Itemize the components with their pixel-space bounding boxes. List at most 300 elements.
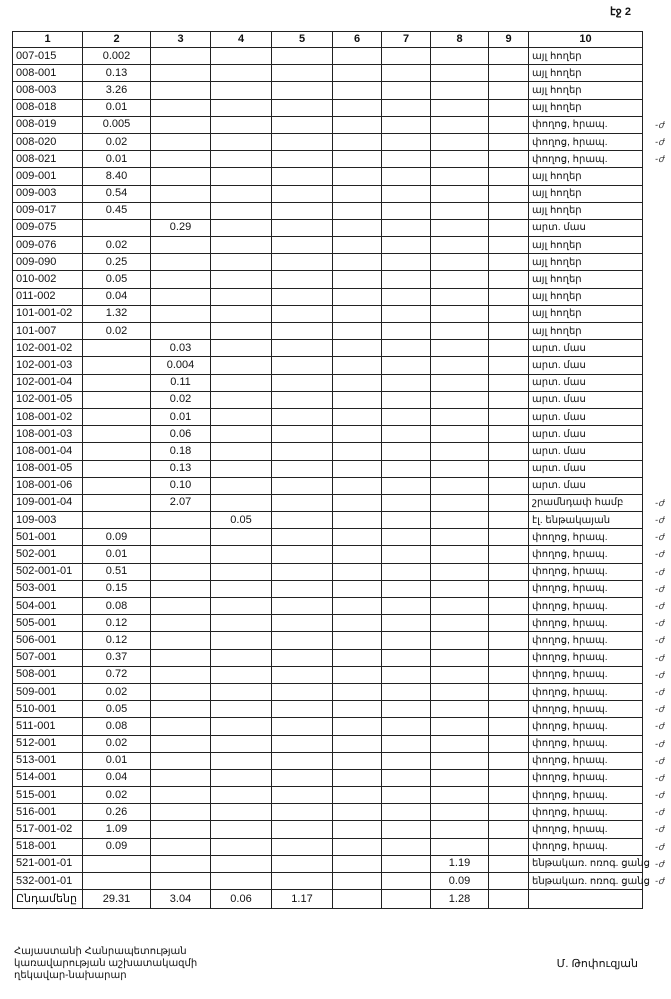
- cell-c4: [211, 477, 272, 494]
- cell-c8: [431, 529, 489, 546]
- total-col3: 3.04: [151, 890, 211, 909]
- cell-c3: [151, 185, 211, 202]
- cell-text: փողոց, հրապ.: [532, 119, 608, 131]
- cell-c7: [382, 494, 431, 511]
- cell-c1: [13, 426, 83, 443]
- cell-c7: [382, 787, 431, 804]
- cell-c8: [431, 873, 489, 890]
- cell-c7: [382, 168, 431, 185]
- table-row: [13, 632, 643, 649]
- cell-text: 0.004: [166, 358, 195, 371]
- table-row: [13, 288, 643, 305]
- cell-c7: [382, 632, 431, 649]
- cell-c8: [431, 116, 489, 133]
- cell-c8: [431, 460, 489, 477]
- table-row: [13, 683, 643, 700]
- cell-c2: [83, 769, 151, 786]
- cell-text: 102-001-02: [16, 341, 73, 354]
- cell-c2: [83, 598, 151, 615]
- cell-c3: [151, 752, 211, 769]
- table-row: [13, 512, 643, 529]
- cell-c1: [13, 752, 83, 769]
- cell-text: 513-001: [16, 754, 57, 767]
- cell-c1: [13, 718, 83, 735]
- margin-mark: -ժ: [655, 824, 664, 835]
- table-row: [13, 735, 643, 752]
- cell-text: 0.05: [230, 513, 252, 526]
- cell-c10: [529, 305, 643, 322]
- cell-text: 501-001: [16, 530, 57, 543]
- cell-c9: [489, 873, 529, 890]
- cell-c7: [382, 563, 431, 580]
- cell-c2: [83, 219, 151, 236]
- cell-c6: [333, 116, 382, 133]
- cell-c7: [382, 288, 431, 305]
- cell-c5: [272, 735, 333, 752]
- cell-c2: [83, 116, 151, 133]
- margin-mark: -ժ: [655, 549, 664, 560]
- cell-text: 0.26: [105, 805, 128, 818]
- total-col6: [333, 890, 382, 909]
- cell-text: փողոց, հրապ.: [532, 617, 608, 629]
- cell-c1: [13, 185, 83, 202]
- cell-text: 0.02: [105, 685, 128, 698]
- cell-text: այլ հողեր: [532, 325, 582, 337]
- cell-c2: [83, 168, 151, 185]
- cell-c6: [333, 151, 382, 168]
- cell-text: 0.02: [105, 324, 128, 337]
- cell-c10: [529, 735, 664, 752]
- cell-c5: [272, 323, 333, 340]
- cell-c4: [211, 116, 272, 133]
- header-cell: 1: [13, 32, 83, 48]
- cell-c8: [431, 48, 489, 65]
- cell-c8: [431, 804, 489, 821]
- cell-c1: [13, 271, 83, 288]
- cell-c7: [382, 683, 431, 700]
- cell-c5: [272, 598, 333, 615]
- cell-c2: [83, 391, 151, 408]
- cell-c8: [431, 374, 489, 391]
- cell-text: 0.13: [169, 462, 192, 475]
- cell-text: փողոց, հրապ.: [532, 583, 608, 595]
- cell-text: 532-001-01: [16, 874, 73, 887]
- cell-c9: [489, 683, 529, 700]
- cell-c9: [489, 598, 529, 615]
- cell-c5: [272, 632, 333, 649]
- cell-text: 108-001-05: [16, 462, 73, 475]
- cell-c7: [382, 151, 431, 168]
- cell-c2: [83, 374, 151, 391]
- cell-c1: [13, 701, 83, 718]
- cell-text: 009-076: [16, 238, 57, 251]
- cell-c5: [272, 649, 333, 666]
- cell-c3: [151, 580, 211, 597]
- cell-c4: [211, 512, 272, 529]
- cell-text: փողոց, հրապ.: [532, 824, 608, 836]
- cell-c10: [529, 357, 643, 374]
- cell-c6: [333, 683, 382, 700]
- cell-c6: [333, 357, 382, 374]
- cell-text: 108-001-06: [16, 479, 73, 492]
- cell-c9: [489, 99, 529, 116]
- cell-c2: [83, 615, 151, 632]
- cell-c5: [272, 529, 333, 546]
- cell-c1: [13, 48, 83, 65]
- cell-c6: [333, 649, 382, 666]
- margin-mark: -ժ: [655, 119, 664, 130]
- cell-c2: [83, 752, 151, 769]
- land-table: [12, 31, 664, 909]
- cell-text: փողոց, հրապ.: [532, 652, 608, 664]
- table-row: [13, 460, 643, 477]
- cell-c10: [529, 701, 664, 718]
- cell-c1: [13, 133, 83, 150]
- cell-c9: [489, 632, 529, 649]
- margin-mark: -ժ: [655, 601, 664, 611]
- cell-text: 101-001-02: [16, 307, 73, 320]
- cell-c8: [431, 168, 489, 185]
- cell-text: 515-001: [16, 788, 57, 801]
- cell-c6: [333, 632, 382, 649]
- cell-text: ենթակառ. ոռոգ. ցանց: [532, 858, 650, 870]
- cell-c9: [489, 357, 529, 374]
- table-row: [13, 237, 643, 254]
- cell-c7: [382, 701, 431, 718]
- cell-text: 508-001: [16, 668, 57, 681]
- table-row: [13, 168, 643, 185]
- cell-c8: [431, 185, 489, 202]
- header-cell: 8: [431, 32, 489, 48]
- cell-text: 0.08: [105, 719, 128, 732]
- cell-c10: [529, 99, 643, 116]
- cell-c2: [83, 202, 151, 219]
- header-cell: 4: [211, 32, 272, 48]
- cell-c8: [431, 649, 489, 666]
- cell-text: 0.002: [102, 49, 131, 62]
- margin-mark: -ժ: [655, 876, 664, 886]
- cell-text: այլ հողեր: [532, 102, 582, 114]
- cell-c8: [431, 494, 489, 511]
- cell-c4: [211, 563, 272, 580]
- cell-c6: [333, 391, 382, 408]
- cell-text: արտ. մաս: [532, 411, 586, 423]
- cell-c10: [529, 821, 664, 838]
- cell-c4: [211, 323, 272, 340]
- cell-text: 0.09: [105, 840, 128, 853]
- margin-mark: -ժ: [655, 618, 664, 629]
- cell-c10: [529, 787, 664, 804]
- cell-text: փողոց, հրապ.: [532, 153, 608, 165]
- cell-c6: [333, 580, 382, 597]
- cell-c10: [529, 512, 664, 529]
- cell-c10: [529, 426, 643, 443]
- cell-c4: [211, 185, 272, 202]
- cell-c8: [431, 99, 489, 116]
- cell-c9: [489, 804, 529, 821]
- table-row: [13, 202, 643, 219]
- cell-text: փողոց, հրապ.: [532, 789, 608, 801]
- cell-c6: [333, 288, 382, 305]
- cell-c9: [489, 219, 529, 236]
- cell-c7: [382, 65, 431, 82]
- cell-c10: [529, 873, 664, 890]
- cell-c2: [83, 443, 151, 460]
- cell-text: 007-015: [16, 49, 57, 62]
- cell-c10: [529, 133, 664, 150]
- cell-c5: [272, 254, 333, 271]
- cell-c9: [489, 512, 529, 529]
- cell-c1: [13, 873, 83, 890]
- cell-c7: [382, 546, 431, 563]
- cell-c9: [489, 254, 529, 271]
- margin-mark: -ժ: [655, 497, 664, 508]
- cell-c3: [151, 202, 211, 219]
- cell-c10: [529, 460, 643, 477]
- cell-text: 0.13: [105, 66, 128, 79]
- cell-c2: [83, 563, 151, 580]
- cell-c2: [83, 580, 151, 597]
- cell-text: 0.54: [105, 187, 128, 200]
- cell-text: արտ. մաս: [532, 463, 586, 475]
- cell-text: 505-001: [16, 616, 57, 629]
- cell-c5: [272, 804, 333, 821]
- cell-c4: [211, 873, 272, 890]
- cell-c10: [529, 65, 643, 82]
- cell-c6: [333, 477, 382, 494]
- cell-c9: [489, 374, 529, 391]
- cell-c5: [272, 477, 333, 494]
- cell-c4: [211, 632, 272, 649]
- cell-c4: [211, 666, 272, 683]
- cell-c5: [272, 494, 333, 511]
- header-cell: 3: [151, 32, 211, 48]
- cell-c8: [431, 477, 489, 494]
- cell-c9: [489, 769, 529, 786]
- cell-text: 108-001-04: [16, 444, 73, 457]
- cell-c7: [382, 219, 431, 236]
- cell-c3: [151, 529, 211, 546]
- cell-c8: [431, 615, 489, 632]
- cell-c6: [333, 323, 382, 340]
- header-cell: 5: [272, 32, 333, 48]
- cell-c8: [431, 787, 489, 804]
- cell-c6: [333, 65, 382, 82]
- cell-c5: [272, 666, 333, 683]
- cell-c9: [489, 323, 529, 340]
- cell-c3: [151, 649, 211, 666]
- cell-c5: [272, 99, 333, 116]
- cell-text: արտ. մաս: [532, 445, 586, 457]
- cell-text: 0.45: [105, 204, 128, 217]
- cell-c8: [431, 580, 489, 597]
- cell-c4: [211, 288, 272, 305]
- cell-c1: [13, 116, 83, 133]
- cell-c2: [83, 529, 151, 546]
- cell-c6: [333, 133, 382, 150]
- cell-c9: [489, 151, 529, 168]
- cell-c10: [529, 288, 643, 305]
- cell-c4: [211, 718, 272, 735]
- cell-c10: [529, 185, 643, 202]
- cell-text: 511-001: [16, 719, 56, 732]
- cell-text: 0.02: [105, 135, 128, 148]
- cell-c8: [431, 443, 489, 460]
- cell-text: 0.08: [105, 599, 128, 612]
- cell-text: 0.02: [105, 737, 128, 750]
- cell-text: փողոց, հրապ.: [532, 841, 608, 853]
- cell-text: 008-019: [16, 118, 57, 131]
- cell-c3: [151, 151, 211, 168]
- cell-c6: [333, 546, 382, 563]
- cell-c10: [529, 48, 643, 65]
- cell-c5: [272, 65, 333, 82]
- cell-c4: [211, 237, 272, 254]
- cell-c9: [489, 494, 529, 511]
- cell-c10: [529, 340, 643, 357]
- table-row: [13, 340, 643, 357]
- total-label: Ընդամենը: [13, 890, 83, 909]
- cell-c4: [211, 168, 272, 185]
- cell-c3: [151, 219, 211, 236]
- cell-text: 109-003: [16, 513, 57, 526]
- cell-c9: [489, 116, 529, 133]
- margin-mark: -ժ: [655, 532, 664, 543]
- cell-c1: [13, 649, 83, 666]
- cell-text: արտ. մաս: [532, 377, 586, 389]
- cell-text: 0.02: [169, 393, 192, 406]
- cell-text: 1.09: [105, 823, 128, 836]
- cell-text: 0.37: [105, 651, 128, 664]
- cell-c3: [151, 443, 211, 460]
- cell-c8: [431, 512, 489, 529]
- cell-c5: [272, 151, 333, 168]
- cell-text: փողոց, հրապ.: [532, 136, 608, 148]
- table-row: [13, 185, 643, 202]
- cell-c9: [489, 202, 529, 219]
- cell-c2: [83, 787, 151, 804]
- cell-c9: [489, 529, 529, 546]
- cell-c8: [431, 632, 489, 649]
- cell-c7: [382, 649, 431, 666]
- cell-c1: [13, 237, 83, 254]
- cell-c8: [431, 271, 489, 288]
- cell-text: այլ հողեր: [532, 308, 582, 320]
- cell-c10: [529, 323, 643, 340]
- total-col8: 1.28: [431, 890, 489, 909]
- table-row: [13, 718, 643, 735]
- table-row: [13, 649, 643, 666]
- cell-c1: [13, 288, 83, 305]
- table-row: [13, 477, 643, 494]
- cell-text: 008-020: [16, 135, 57, 148]
- cell-c5: [272, 787, 333, 804]
- cell-text: արտ. մաս: [532, 428, 586, 440]
- cell-c5: [272, 855, 333, 872]
- cell-c5: [272, 615, 333, 632]
- cell-c7: [382, 116, 431, 133]
- margin-mark: -ժ: [655, 721, 664, 732]
- cell-c2: [83, 271, 151, 288]
- cell-text: այլ հողեր: [532, 291, 582, 303]
- cell-c9: [489, 563, 529, 580]
- cell-text: արտ. մաս: [532, 222, 586, 234]
- cell-c5: [272, 769, 333, 786]
- cell-c3: [151, 546, 211, 563]
- cell-c4: [211, 804, 272, 821]
- cell-c9: [489, 855, 529, 872]
- table-row: [13, 821, 643, 838]
- cell-c3: [151, 598, 211, 615]
- cell-c3: [151, 855, 211, 872]
- cell-c7: [382, 873, 431, 890]
- cell-c6: [333, 305, 382, 322]
- cell-c6: [333, 752, 382, 769]
- margin-mark: -ժ: [655, 858, 664, 869]
- page-number: էջ 2: [610, 6, 631, 18]
- cell-c2: [83, 237, 151, 254]
- cell-c3: [151, 48, 211, 65]
- cell-c7: [382, 340, 431, 357]
- cell-c4: [211, 615, 272, 632]
- cell-c4: [211, 48, 272, 65]
- cell-text: արտ. մաս: [532, 342, 586, 354]
- cell-c9: [489, 305, 529, 322]
- cell-c10: [529, 529, 664, 546]
- cell-c3: [151, 357, 211, 374]
- cell-text: 009-090: [16, 255, 57, 268]
- cell-c9: [489, 718, 529, 735]
- cell-text: փողոց, հրապ.: [532, 772, 608, 784]
- cell-c3: [151, 821, 211, 838]
- cell-c10: [529, 855, 664, 872]
- table-row: [13, 219, 643, 236]
- cell-c8: [431, 563, 489, 580]
- cell-c5: [272, 563, 333, 580]
- cell-c2: [83, 254, 151, 271]
- cell-c5: [272, 546, 333, 563]
- cell-text: 514-001: [16, 771, 57, 784]
- cell-c1: [13, 219, 83, 236]
- total-col2: 29.31: [83, 890, 151, 909]
- cell-c1: [13, 374, 83, 391]
- cell-c9: [489, 615, 529, 632]
- cell-c7: [382, 752, 431, 769]
- cell-c7: [382, 718, 431, 735]
- cell-c10: [529, 632, 664, 649]
- cell-text: շրամնդափ համբ: [532, 497, 624, 509]
- cell-text: 2.07: [169, 496, 192, 509]
- cell-c10: [529, 494, 664, 511]
- cell-c10: [529, 666, 664, 683]
- cell-c4: [211, 683, 272, 700]
- cell-c3: [151, 237, 211, 254]
- cell-c1: [13, 65, 83, 82]
- cell-c10: [529, 769, 664, 786]
- cell-c5: [272, 683, 333, 700]
- cell-c5: [272, 202, 333, 219]
- cell-c7: [382, 529, 431, 546]
- cell-text: 009-003: [16, 187, 57, 200]
- margin-mark: -ժ: [655, 807, 664, 818]
- cell-text: 0.04: [105, 290, 128, 303]
- cell-c2: [83, 512, 151, 529]
- cell-c5: [272, 821, 333, 838]
- cell-c8: [431, 288, 489, 305]
- org-line-1: Հայաստանի Հանրապետության: [14, 946, 187, 957]
- cell-c6: [333, 615, 382, 632]
- cell-c3: [151, 408, 211, 425]
